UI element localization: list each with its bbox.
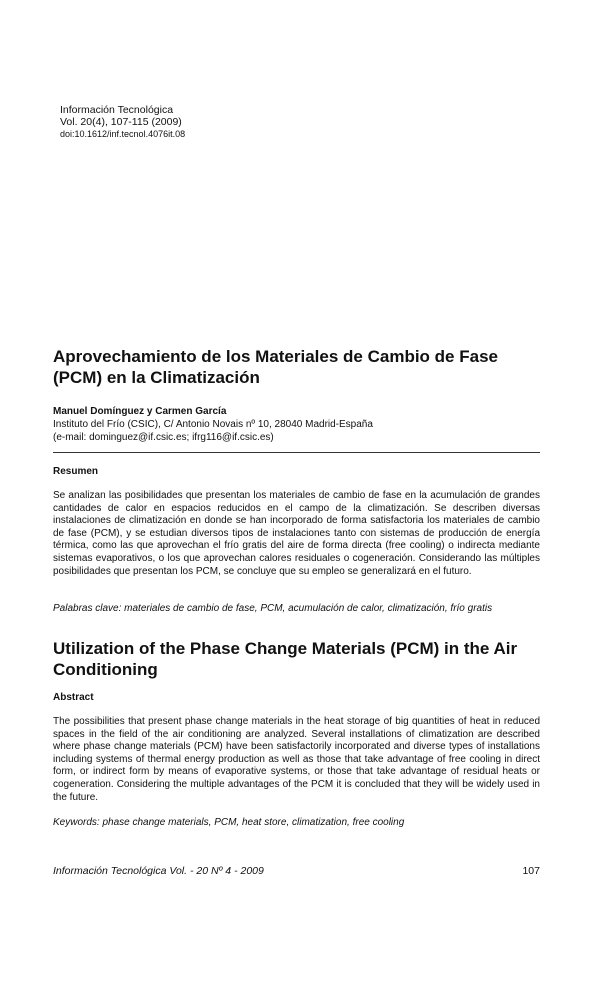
title-english: Utilization of the Phase Change Materials (PCM) in the Air Conditioning	[53, 639, 518, 679]
journal-header	[60, 104, 185, 140]
journal-doi: doi:10.1612/inf.tecnol.4076it.08	[60, 129, 186, 139]
journal-volume: Vol. 20(4), 107-115 (2009)	[60, 116, 182, 128]
keywords: Keywords: phase change materials, PCM, heat store, climatization, free cooling	[53, 817, 405, 828]
palabras-clave-label: Palabras clave:	[53, 603, 122, 614]
palabras-clave	[53, 603, 540, 614]
palabras-clave-text: materiales de cambio de fase, PCM, acumulación de calor, climatización, frío gratis	[121, 603, 493, 614]
footer-journal: Información Tecnológica Vol. - 20 Nº 4 - 2009	[53, 865, 264, 877]
abstract-heading: Abstract	[53, 692, 94, 703]
author-email: (e-mail: dominguez@if.csic.es; ifrg116@if.csic.es)	[53, 432, 274, 443]
footer-page-number: 107	[522, 865, 540, 877]
title-spanish: Aprovechamiento de los Materiales de Cambio de Fase (PCM) en la Climatización	[53, 347, 498, 387]
resumen-heading: Resumen	[53, 466, 99, 477]
journal-name: Información Tecnológica	[60, 104, 174, 116]
author-affiliation: Instituto del Frío (CSIC), C/ Antonio Novais nº 10, 28040 Madrid-España	[53, 419, 373, 430]
divider-rule	[53, 452, 540, 453]
abstract-text: The possibilities that present phase change materials in the heat storage of big quantities of heat in reduced spaces in the field of the air conditioning are analyzed. Several installations of climatization are described where phase change materials (PCM) have been satisfactorily incorporated and diverse types of installations including systems of thermal energy production as well as those that take advantage of free cooling in direct form, or indirect form by means of evaporative systems, or those that take advantage of residual heats or cogeneration. Considering the multiple advantages of the PCM it is concluded that they will be widely used in the future.	[53, 716, 540, 803]
author-block	[53, 405, 373, 444]
resumen-text: Se analizan las posibilidades que presentan los materiales de cambio de fase en la acumulación de grandes cantidades de calor en espacios reducidos en el campo de la climatización. Se describen diversas instalaciones de climatización en donde se han incorporado de forma satisfactoria los materiales de cambio de fase (PCM), y se estudian diversos tipos de instalaciones tanto con sistemas de producción de energía térmica, como las que aprovechan el frío gratis del aire de forma directa (free cooling) o indirecta mediante sistemas evaporativos, o los que aprovechan calores residuales o cogeneración. Considerando las múltiples posibilidades que presentan los PCM, se concluye que su empleo se generalizará en el futuro.	[53, 490, 540, 577]
author-names: Manuel Domínguez y Carmen García	[53, 406, 227, 417]
